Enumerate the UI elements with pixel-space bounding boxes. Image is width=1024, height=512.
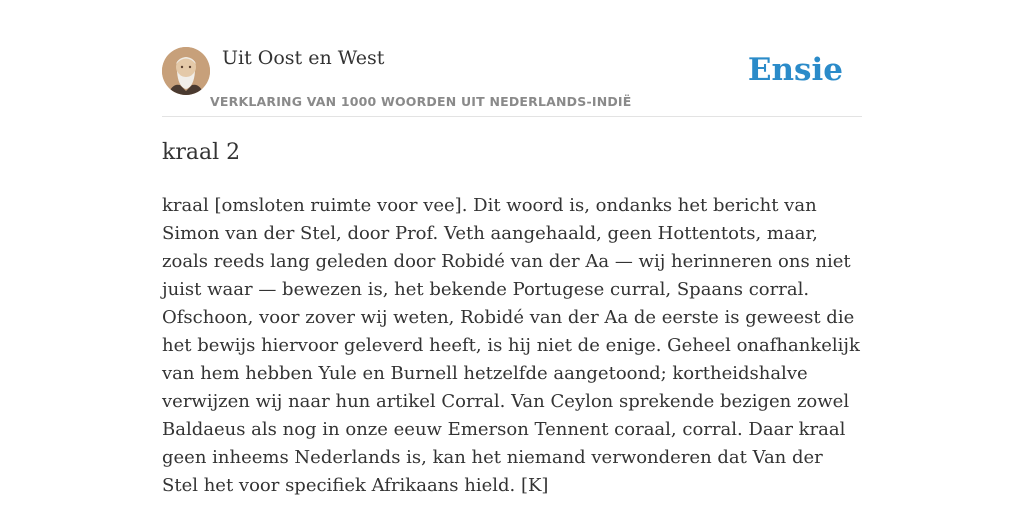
entry-title: kraal 2: [162, 140, 241, 165]
author-portrait-icon[interactable]: [162, 47, 210, 95]
ensie-logo-link[interactable]: Ensie: [747, 52, 843, 88]
source-header: [162, 44, 862, 117]
source-title-link[interactable]: Uit Oost en West: [222, 47, 385, 69]
entry-body: kraal [omsloten ruimte voor vee]. Dit woord is, ondanks het bericht van Simon van der Stel, door Prof. Veth aangehaald, geen Hottentots, maar, zoals reeds lang geleden door Robidé van der Aa — wij herinneren ons niet juist waar — bewezen is, het bekende Portugese curral, Spaans corral. Ofschoon, voor zover wij weten, Robidé van der Aa de eerste is geweest die het bewijs hiervoor geleverd heeft, is hij niet de enige. Geheel onafhankelijk van hem hebben Yule en Burnell hetzelfde aangetoond; kortheidshalve verwijzen wij naar hun artikel Corral. Van Ceylon sprekende bezigen zowel Baldaeus als nog in onze eeuw Emerson Tennent coraal, corral. Daar kraal geen inheems Nederlands is, kan het niemand verwonderen dat Van der Stel het voor specifiek Afrikaans hield. [K]: [162, 195, 860, 496]
source-subtitle: VERKLARING VAN 1000 WOORDEN UIT NEDERLANDS-INDIË: [210, 94, 632, 109]
